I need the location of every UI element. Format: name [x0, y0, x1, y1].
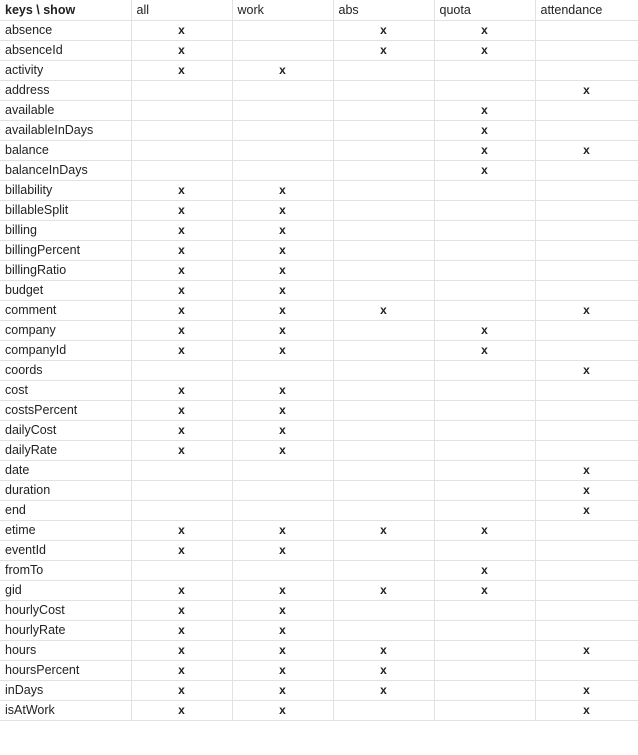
cell-attendance[interactable] — [535, 340, 638, 360]
table-row — [0, 480, 638, 500]
cell-work[interactable]: x — [232, 440, 333, 460]
table-row — [0, 700, 638, 720]
cell-abs[interactable] — [333, 340, 434, 360]
cell-attendance[interactable] — [535, 260, 638, 280]
key-cell[interactable]: billing — [0, 220, 131, 240]
cell-all[interactable]: x — [131, 240, 232, 260]
key-cell[interactable]: dailyRate — [0, 440, 131, 460]
cell-work[interactable]: x — [232, 260, 333, 280]
cell-attendance[interactable] — [535, 40, 638, 60]
cell-quota[interactable]: x — [434, 340, 535, 360]
cell-abs[interactable]: x — [333, 40, 434, 60]
cell-quota[interactable] — [434, 300, 535, 320]
cell-quota[interactable] — [434, 240, 535, 260]
cell-all[interactable]: x — [131, 40, 232, 60]
key-cell[interactable]: billability — [0, 180, 131, 200]
cell-all[interactable]: x — [131, 440, 232, 460]
key-cell[interactable]: eventId — [0, 540, 131, 560]
cell-quota[interactable] — [434, 500, 535, 520]
cell-attendance[interactable] — [535, 60, 638, 80]
cell-all[interactable] — [131, 80, 232, 100]
cell-quota[interactable] — [434, 60, 535, 80]
cell-quota[interactable] — [434, 380, 535, 400]
key-cell[interactable]: inDays — [0, 680, 131, 700]
cell-attendance[interactable] — [535, 20, 638, 40]
cell-quota[interactable] — [434, 460, 535, 480]
cell-all[interactable] — [131, 360, 232, 380]
cell-abs[interactable] — [333, 560, 434, 580]
cell-attendance[interactable] — [535, 580, 638, 600]
cell-work[interactable]: x — [232, 280, 333, 300]
table-row — [0, 560, 638, 580]
cell-work[interactable] — [232, 140, 333, 160]
cell-abs[interactable]: x — [333, 520, 434, 540]
key-cell[interactable]: absenceId — [0, 40, 131, 60]
cell-work[interactable]: x — [232, 700, 333, 720]
table-row — [0, 240, 638, 260]
cell-all[interactable]: x — [131, 60, 232, 80]
cell-attendance[interactable]: x — [535, 80, 638, 100]
key-cell[interactable]: duration — [0, 480, 131, 500]
cell-abs[interactable] — [333, 360, 434, 380]
cell-all[interactable] — [131, 160, 232, 180]
cell-all[interactable]: x — [131, 280, 232, 300]
cell-quota[interactable] — [434, 180, 535, 200]
cell-attendance[interactable] — [535, 180, 638, 200]
key-cell[interactable]: balanceInDays — [0, 160, 131, 180]
key-cell[interactable]: hours — [0, 640, 131, 660]
table-row — [0, 640, 638, 660]
cell-all[interactable]: x — [131, 180, 232, 200]
table-row — [0, 460, 638, 480]
cell-all[interactable]: x — [131, 580, 232, 600]
header-cell-all[interactable]: all — [131, 0, 232, 20]
cell-abs[interactable] — [333, 160, 434, 180]
cell-all[interactable]: x — [131, 340, 232, 360]
header-cell-quota[interactable]: quota — [434, 0, 535, 20]
cell-work[interactable] — [232, 100, 333, 120]
cell-all[interactable]: x — [131, 400, 232, 420]
cell-abs[interactable] — [333, 420, 434, 440]
cell-work[interactable]: x — [232, 580, 333, 600]
cell-all[interactable] — [131, 560, 232, 580]
cell-all[interactable]: x — [131, 600, 232, 620]
cell-attendance[interactable]: x — [535, 460, 638, 480]
table-row — [0, 280, 638, 300]
cell-attendance[interactable] — [535, 600, 638, 620]
cell-attendance[interactable] — [535, 560, 638, 580]
cell-attendance[interactable]: x — [535, 480, 638, 500]
cell-quota[interactable]: x — [434, 320, 535, 340]
cell-all[interactable] — [131, 100, 232, 120]
cell-work[interactable]: x — [232, 660, 333, 680]
cell-quota[interactable]: x — [434, 40, 535, 60]
cell-abs[interactable] — [333, 80, 434, 100]
header-row — [0, 0, 638, 20]
cell-work[interactable]: x — [232, 220, 333, 240]
cell-attendance[interactable]: x — [535, 640, 638, 660]
cell-all[interactable]: x — [131, 420, 232, 440]
key-cell[interactable]: gid — [0, 580, 131, 600]
cell-quota[interactable]: x — [434, 520, 535, 540]
table-row — [0, 440, 638, 460]
cell-abs[interactable] — [333, 260, 434, 280]
cell-attendance[interactable]: x — [535, 680, 638, 700]
cell-attendance[interactable] — [535, 400, 638, 420]
cell-work[interactable]: x — [232, 640, 333, 660]
key-cell[interactable]: coords — [0, 360, 131, 380]
table-row — [0, 680, 638, 700]
cell-attendance[interactable] — [535, 380, 638, 400]
cell-all[interactable] — [131, 500, 232, 520]
table-body — [0, 20, 638, 720]
cell-work[interactable]: x — [232, 240, 333, 260]
cell-work[interactable] — [232, 160, 333, 180]
cell-abs[interactable] — [333, 240, 434, 260]
header-cell-work[interactable]: work — [232, 0, 333, 20]
table-row — [0, 260, 638, 280]
cell-attendance[interactable] — [535, 220, 638, 240]
cell-quota[interactable]: x — [434, 580, 535, 600]
cell-abs[interactable] — [333, 700, 434, 720]
cell-attendance[interactable] — [535, 100, 638, 120]
cell-attendance[interactable] — [535, 160, 638, 180]
key-cell[interactable]: hourlyRate — [0, 620, 131, 640]
table-row — [0, 500, 638, 520]
cell-quota[interactable] — [434, 440, 535, 460]
cell-all[interactable]: x — [131, 20, 232, 40]
cell-quota[interactable] — [434, 80, 535, 100]
table-row — [0, 340, 638, 360]
cell-abs[interactable] — [333, 320, 434, 340]
cell-all[interactable]: x — [131, 380, 232, 400]
cell-work[interactable] — [232, 20, 333, 40]
cell-quota[interactable] — [434, 420, 535, 440]
key-cell[interactable]: company — [0, 320, 131, 340]
cell-all[interactable]: x — [131, 520, 232, 540]
cell-all[interactable]: x — [131, 220, 232, 240]
cell-all[interactable]: x — [131, 680, 232, 700]
cell-quota[interactable] — [434, 600, 535, 620]
cell-work[interactable]: x — [232, 340, 333, 360]
table-row — [0, 60, 638, 80]
table-row — [0, 20, 638, 40]
key-cell[interactable]: address — [0, 80, 131, 100]
cell-quota[interactable]: x — [434, 160, 535, 180]
cell-attendance[interactable] — [535, 620, 638, 640]
cell-quota[interactable]: x — [434, 100, 535, 120]
table-row — [0, 140, 638, 160]
cell-abs[interactable] — [333, 120, 434, 140]
table-row — [0, 80, 638, 100]
key-cell[interactable]: billableSplit — [0, 200, 131, 220]
table-row — [0, 620, 638, 640]
cell-abs[interactable] — [333, 400, 434, 420]
cell-quota[interactable]: x — [434, 120, 535, 140]
cell-attendance[interactable]: x — [535, 500, 638, 520]
table-row — [0, 300, 638, 320]
table-row — [0, 540, 638, 560]
cell-abs[interactable]: x — [333, 300, 434, 320]
cell-work[interactable] — [232, 80, 333, 100]
cell-work[interactable] — [232, 360, 333, 380]
cell-work[interactable] — [232, 480, 333, 500]
key-cell[interactable]: hourlyCost — [0, 600, 131, 620]
cell-all[interactable] — [131, 120, 232, 140]
cell-work[interactable] — [232, 40, 333, 60]
cell-attendance[interactable] — [535, 320, 638, 340]
cell-attendance[interactable] — [535, 420, 638, 440]
table-row — [0, 580, 638, 600]
cell-abs[interactable] — [333, 500, 434, 520]
cell-attendance[interactable] — [535, 280, 638, 300]
key-cell[interactable]: available — [0, 100, 131, 120]
cell-all[interactable]: x — [131, 620, 232, 640]
cell-work[interactable]: x — [232, 380, 333, 400]
table-row — [0, 200, 638, 220]
table-row — [0, 40, 638, 60]
cell-quota[interactable] — [434, 400, 535, 420]
cell-abs[interactable] — [333, 180, 434, 200]
cell-all[interactable]: x — [131, 640, 232, 660]
key-cell[interactable]: billingPercent — [0, 240, 131, 260]
cell-work[interactable]: x — [232, 420, 333, 440]
table-row — [0, 180, 638, 200]
cell-abs[interactable] — [333, 460, 434, 480]
cell-abs[interactable] — [333, 600, 434, 620]
key-cell[interactable]: cost — [0, 380, 131, 400]
cell-attendance[interactable]: x — [535, 360, 638, 380]
cell-all[interactable] — [131, 480, 232, 500]
key-cell[interactable]: date — [0, 460, 131, 480]
cell-quota[interactable] — [434, 640, 535, 660]
cell-quota[interactable] — [434, 360, 535, 380]
key-cell[interactable]: companyId — [0, 340, 131, 360]
cell-abs[interactable]: x — [333, 640, 434, 660]
key-cell[interactable]: etime — [0, 520, 131, 540]
cell-work[interactable]: x — [232, 60, 333, 80]
cell-work[interactable] — [232, 500, 333, 520]
cell-attendance[interactable]: x — [535, 140, 638, 160]
cell-work[interactable]: x — [232, 320, 333, 340]
cell-attendance[interactable]: x — [535, 700, 638, 720]
cell-abs[interactable]: x — [333, 20, 434, 40]
header-cell-abs[interactable]: abs — [333, 0, 434, 20]
cell-all[interactable] — [131, 140, 232, 160]
cell-quota[interactable]: x — [434, 20, 535, 40]
cell-quota[interactable]: x — [434, 560, 535, 580]
key-cell[interactable]: activity — [0, 60, 131, 80]
cell-abs[interactable] — [333, 280, 434, 300]
cell-abs[interactable]: x — [333, 680, 434, 700]
header-cell-keys-show[interactable]: keys \ show — [0, 0, 131, 20]
cell-work[interactable]: x — [232, 180, 333, 200]
cell-abs[interactable] — [333, 140, 434, 160]
key-cell[interactable]: end — [0, 500, 131, 520]
cell-all[interactable]: x — [131, 700, 232, 720]
cell-all[interactable]: x — [131, 260, 232, 280]
cell-all[interactable]: x — [131, 540, 232, 560]
key-cell[interactable]: isAtWork — [0, 700, 131, 720]
cell-quota[interactable] — [434, 200, 535, 220]
key-cell[interactable]: availableInDays — [0, 120, 131, 140]
cell-abs[interactable] — [333, 480, 434, 500]
cell-quota[interactable] — [434, 660, 535, 680]
key-cell[interactable]: costsPercent — [0, 400, 131, 420]
table-row — [0, 400, 638, 420]
cell-quota[interactable] — [434, 280, 535, 300]
cell-attendance[interactable] — [535, 120, 638, 140]
table-row — [0, 380, 638, 400]
cell-abs[interactable] — [333, 200, 434, 220]
cell-abs[interactable] — [333, 100, 434, 120]
cell-quota[interactable] — [434, 540, 535, 560]
cell-quota[interactable] — [434, 220, 535, 240]
cell-abs[interactable] — [333, 220, 434, 240]
cell-abs[interactable]: x — [333, 580, 434, 600]
cell-work[interactable]: x — [232, 300, 333, 320]
cell-attendance[interactable] — [535, 240, 638, 260]
key-cell[interactable]: dailyCost — [0, 420, 131, 440]
cell-work[interactable] — [232, 120, 333, 140]
cell-work[interactable]: x — [232, 520, 333, 540]
cell-abs[interactable] — [333, 540, 434, 560]
key-cell[interactable]: absence — [0, 20, 131, 40]
table-row — [0, 120, 638, 140]
cell-quota[interactable]: x — [434, 140, 535, 160]
key-cell[interactable]: comment — [0, 300, 131, 320]
table-row — [0, 520, 638, 540]
cell-quota[interactable] — [434, 480, 535, 500]
cell-work[interactable]: x — [232, 620, 333, 640]
table-row — [0, 100, 638, 120]
table-row — [0, 660, 638, 680]
cell-work[interactable] — [232, 460, 333, 480]
cell-quota[interactable] — [434, 700, 535, 720]
cell-all[interactable] — [131, 460, 232, 480]
cell-abs[interactable] — [333, 380, 434, 400]
cell-attendance[interactable] — [535, 200, 638, 220]
table-row — [0, 420, 638, 440]
table-row — [0, 320, 638, 340]
cell-work[interactable]: x — [232, 680, 333, 700]
key-cell[interactable]: hoursPercent — [0, 660, 131, 680]
key-cell[interactable]: billingRatio — [0, 260, 131, 280]
cell-work[interactable] — [232, 560, 333, 580]
table-row — [0, 220, 638, 240]
cell-all[interactable]: x — [131, 200, 232, 220]
key-cell[interactable]: budget — [0, 280, 131, 300]
cell-all[interactable]: x — [131, 320, 232, 340]
cell-attendance[interactable] — [535, 440, 638, 460]
key-cell[interactable]: balance — [0, 140, 131, 160]
cell-work[interactable]: x — [232, 200, 333, 220]
cell-abs[interactable]: x — [333, 660, 434, 680]
key-cell[interactable]: fromTo — [0, 560, 131, 580]
cell-abs[interactable] — [333, 620, 434, 640]
cell-attendance[interactable] — [535, 660, 638, 680]
table-row — [0, 160, 638, 180]
cell-quota[interactable] — [434, 680, 535, 700]
cell-quota[interactable] — [434, 620, 535, 640]
table-row — [0, 600, 638, 620]
cell-all[interactable]: x — [131, 300, 232, 320]
cell-work[interactable]: x — [232, 540, 333, 560]
cell-abs[interactable] — [333, 60, 434, 80]
cell-attendance[interactable] — [535, 520, 638, 540]
cell-all[interactable]: x — [131, 660, 232, 680]
cell-abs[interactable] — [333, 440, 434, 460]
cell-attendance[interactable] — [535, 540, 638, 560]
cell-work[interactable]: x — [232, 400, 333, 420]
header-cell-attendance[interactable]: attendance — [535, 0, 638, 20]
cell-work[interactable]: x — [232, 600, 333, 620]
cell-attendance[interactable]: x — [535, 300, 638, 320]
table-row — [0, 360, 638, 380]
cell-quota[interactable] — [434, 260, 535, 280]
